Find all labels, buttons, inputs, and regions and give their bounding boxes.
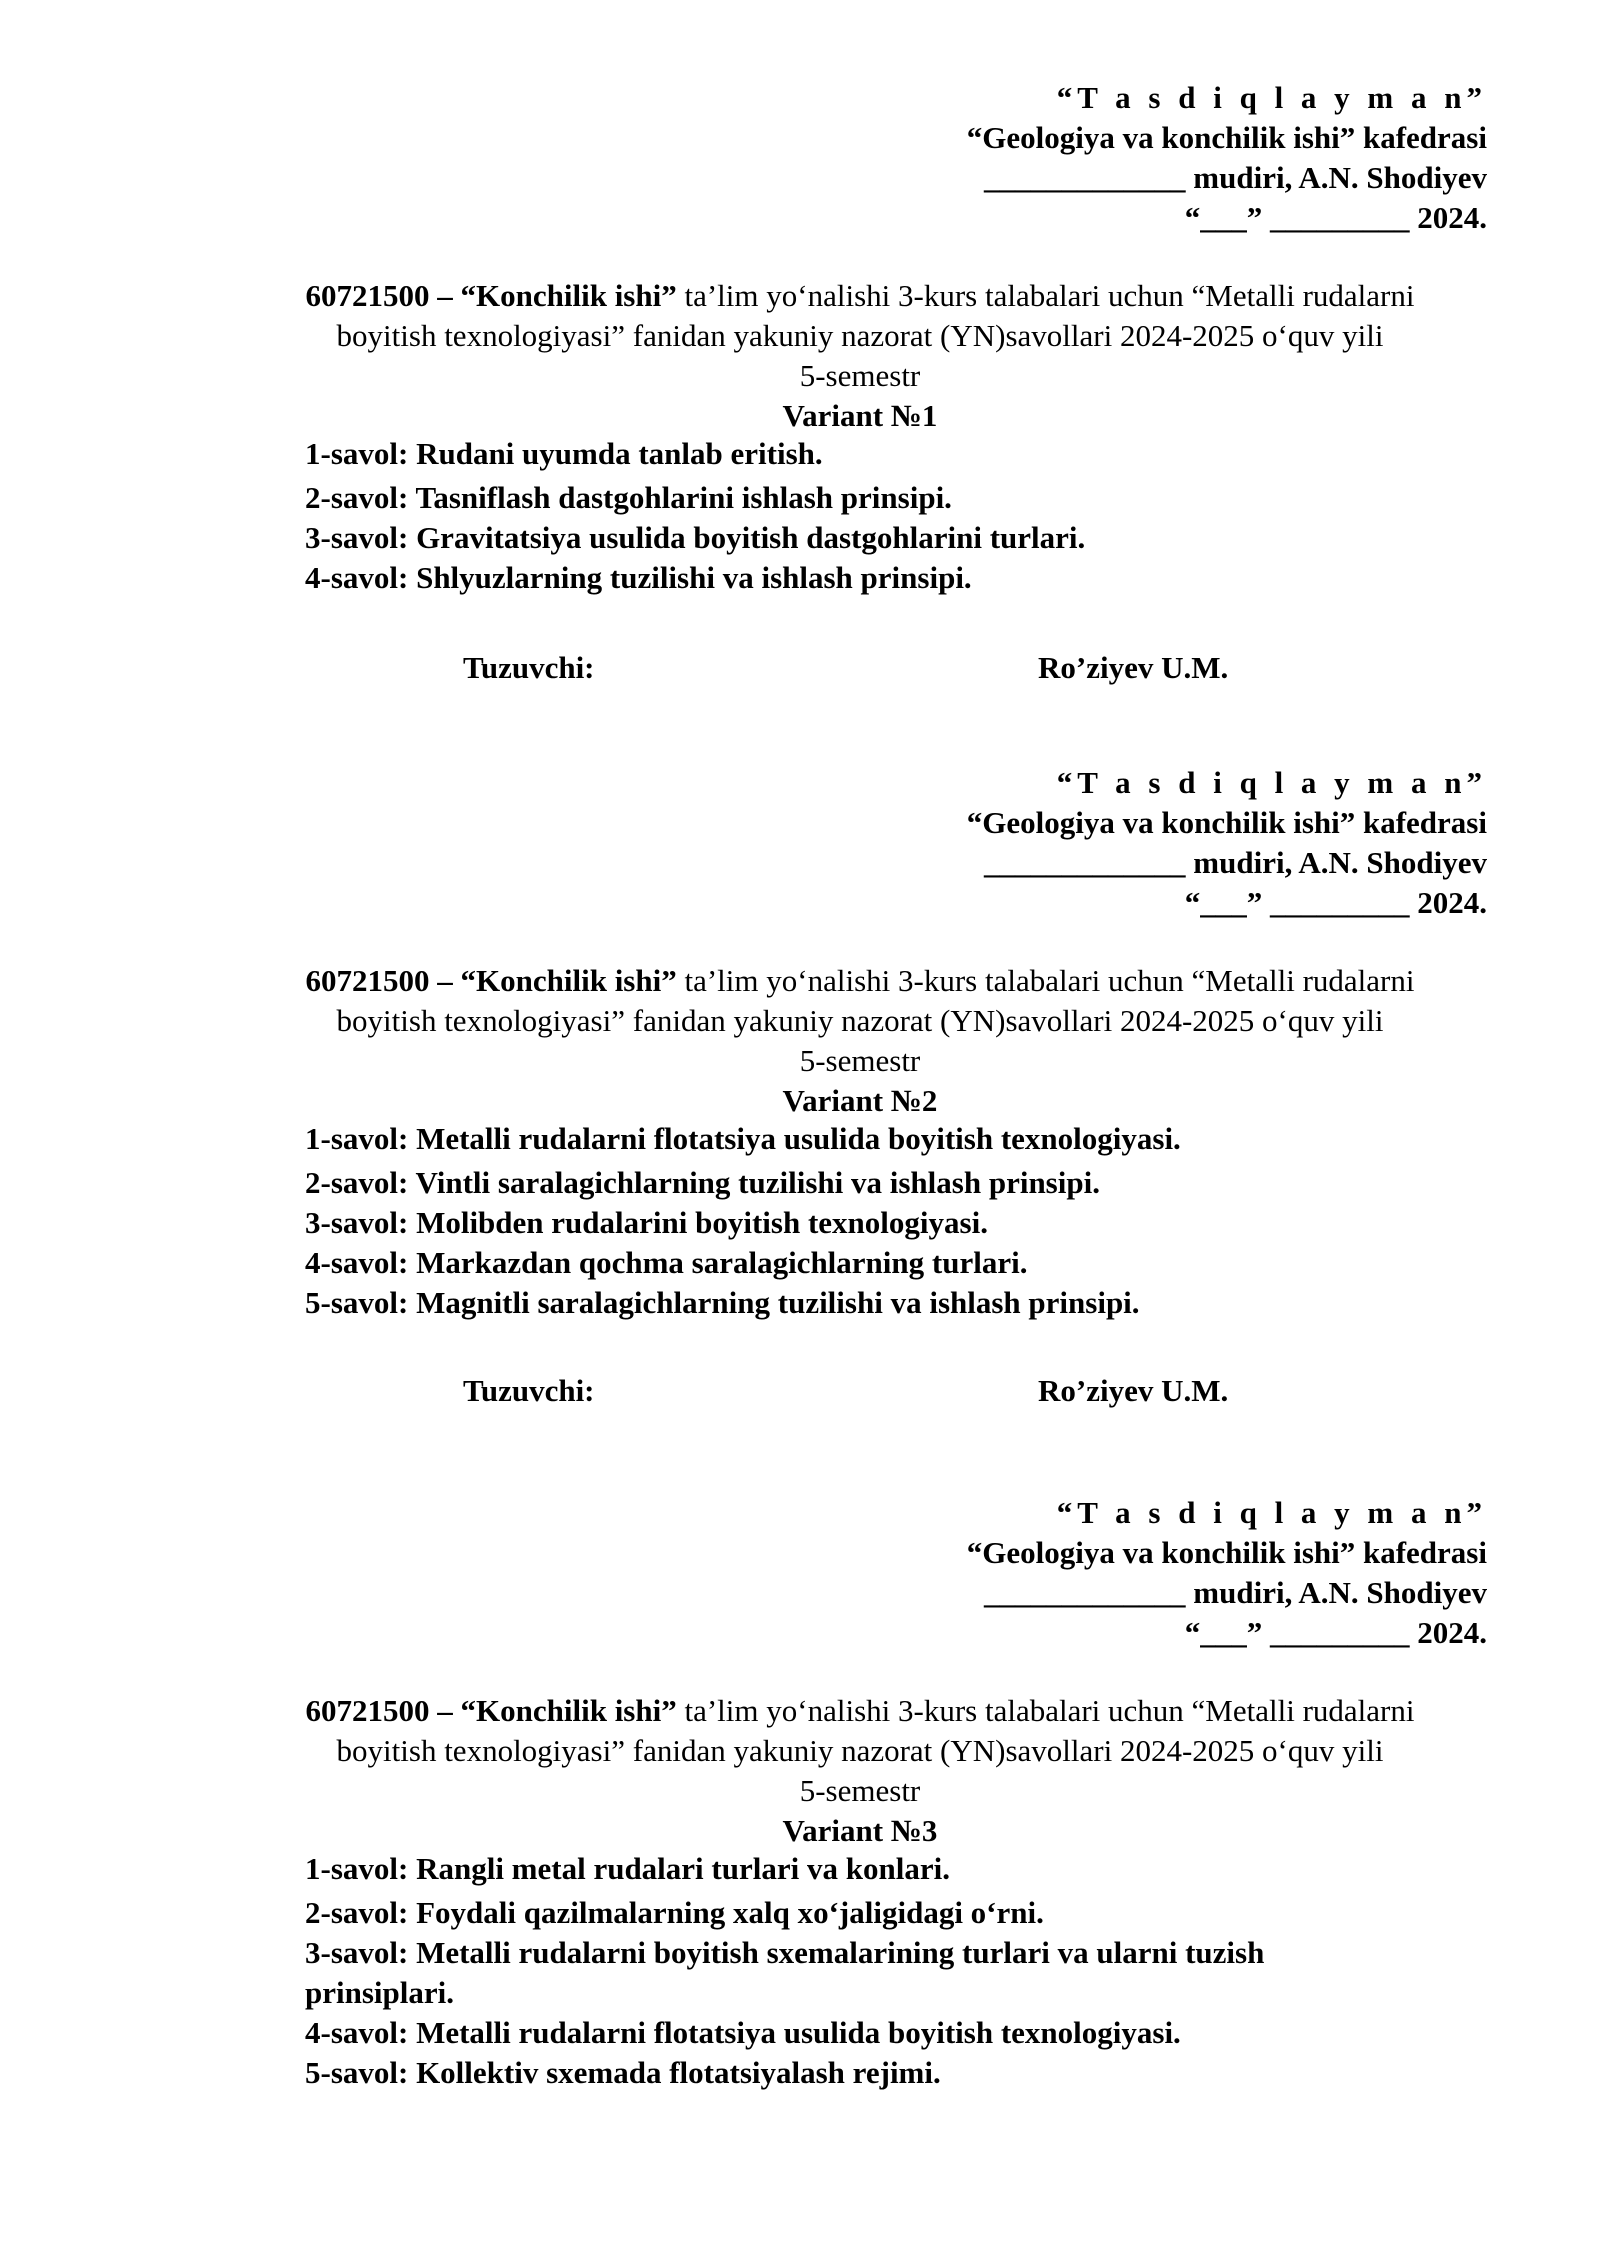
program-code: 60721500 – “Konchilik ishi”	[305, 278, 677, 313]
variant-title: Variant №1	[782, 398, 938, 433]
exam-heading	[230, 961, 1490, 1081]
question-item: 2-savol: Tasniflash dastgohlarini ishlash prinsipi.	[305, 480, 952, 515]
approval-stamp	[787, 1493, 1487, 1653]
question-item: 4-savol: Shlyuzlarning tuzilishi va ishlash prinsipi.	[305, 560, 972, 595]
heading-line-2: boyitish texnologiyasi” fanidan yakuniy nazorat (YN)savollari 2024-2025 o‘quv yili	[336, 1003, 1384, 1038]
question-item: 4-savol: Markazdan qochma saralagichlarning turlari.	[305, 1245, 1028, 1280]
question-item: 1-savol: Rudani uyumda tanlab eritish.	[305, 436, 823, 471]
semester: 5-semestr	[799, 1773, 921, 1808]
approval-stamp	[787, 78, 1487, 238]
approval-head-line	[787, 158, 1487, 198]
approval-title: “T a s d i q l a y m a n”	[1056, 765, 1487, 800]
heading-line-2: boyitish texnologiyasi” fanidan yakuniy nazorat (YN)savollari 2024-2025 o‘quv yili	[336, 318, 1384, 353]
question-item: 4-savol: Metalli rudalarni flotatsiya usulida boyitish texnologiyasi.	[305, 2015, 1181, 2050]
signature-label: Tuzuvchi:	[463, 1373, 595, 1408]
signature-name: Ro’ziyev U.M.	[1038, 1373, 1229, 1408]
approval-date: “___” _________ 2024.	[1184, 1615, 1487, 1650]
approval-head-line	[787, 1573, 1487, 1613]
heading-text: ta’lim yo‘nalishi 3-kurs talabalari uchun “Metalli rudalarni	[676, 278, 1415, 313]
question-item: 1-savol: Rangli metal rudalari turlari va konlari.	[305, 1851, 950, 1886]
approval-title: “T a s d i q l a y m a n”	[1056, 80, 1487, 115]
head-of-department: mudiri, A.N. Shodiyev	[1185, 160, 1487, 195]
signature-blank: _____________	[984, 1575, 1186, 1610]
heading-text: ta’lim yo‘nalishi 3-kurs talabalari uchun “Metalli rudalarni	[676, 1693, 1415, 1728]
signature-label: Tuzuvchi:	[463, 650, 595, 685]
exam-heading	[230, 1691, 1490, 1811]
approval-title: “T a s d i q l a y m a n”	[1056, 1495, 1487, 1530]
head-of-department: mudiri, A.N. Shodiyev	[1185, 845, 1487, 880]
approval-department: “Geologiya va konchilik ishi” kafedrasi	[966, 120, 1487, 155]
question-item: 2-savol: Vintli saralagichlarning tuzilishi va ishlash prinsipi.	[305, 1165, 1100, 1200]
signature-blank: _____________	[984, 845, 1186, 880]
question-item: 1-savol: Metalli rudalarni flotatsiya usulida boyitish texnologiyasi.	[305, 1121, 1181, 1156]
head-of-department: mudiri, A.N. Shodiyev	[1185, 1575, 1487, 1610]
question-list	[305, 1849, 1485, 2093]
approval-date: “___” _________ 2024.	[1184, 200, 1487, 235]
question-item: 5-savol: Magnitli saralagichlarning tuzilishi va ishlash prinsipi.	[305, 1285, 1140, 1320]
program-code: 60721500 – “Konchilik ishi”	[305, 963, 677, 998]
approval-date: “___” _________ 2024.	[1184, 885, 1487, 920]
heading-line-1	[230, 961, 1490, 1001]
heading-line-1	[230, 1691, 1490, 1731]
approval-head-line	[787, 843, 1487, 883]
approval-department: “Geologiya va konchilik ishi” kafedrasi	[966, 1535, 1487, 1570]
approval-stamp	[787, 763, 1487, 923]
question-item: 3-savol: Gravitatsiya usulida boyitish dastgohlarini turlari.	[305, 520, 1086, 555]
question-list	[305, 1119, 1485, 1323]
question-item: 3-savol: Metalli rudalarni boyitish sxemalarining turlari va ularni tuzish prinsiplari.	[305, 1935, 1265, 2010]
program-code: 60721500 – “Konchilik ishi”	[305, 1693, 677, 1728]
variant-block-3	[0, 1493, 1600, 2213]
signature-name: Ro’ziyev U.M.	[1038, 650, 1229, 685]
heading-line-1	[230, 276, 1490, 316]
signature-blank: _____________	[984, 160, 1186, 195]
exam-heading	[230, 276, 1490, 396]
variant-block-2	[0, 763, 1600, 1483]
semester: 5-semestr	[799, 358, 921, 393]
question-item: 5-savol: Kollektiv sxemada flotatsiyalash rejimi.	[305, 2055, 941, 2090]
question-item: 3-savol: Molibden rudalarini boyitish texnologiyasi.	[305, 1205, 988, 1240]
variant-block-1	[0, 78, 1600, 798]
approval-department: “Geologiya va konchilik ishi” kafedrasi	[966, 805, 1487, 840]
semester: 5-semestr	[799, 1043, 921, 1078]
heading-line-2: boyitish texnologiyasi” fanidan yakuniy nazorat (YN)savollari 2024-2025 o‘quv yili	[336, 1733, 1384, 1768]
question-item: 2-savol: Foydali qazilmalarning xalq xo‘jaligidagi o‘rni.	[305, 1895, 1044, 1930]
variant-title: Variant №2	[782, 1083, 938, 1118]
variant-title: Variant №3	[782, 1813, 938, 1848]
heading-text: ta’lim yo‘nalishi 3-kurs talabalari uchun “Metalli rudalarni	[676, 963, 1415, 998]
question-list	[305, 434, 1485, 598]
